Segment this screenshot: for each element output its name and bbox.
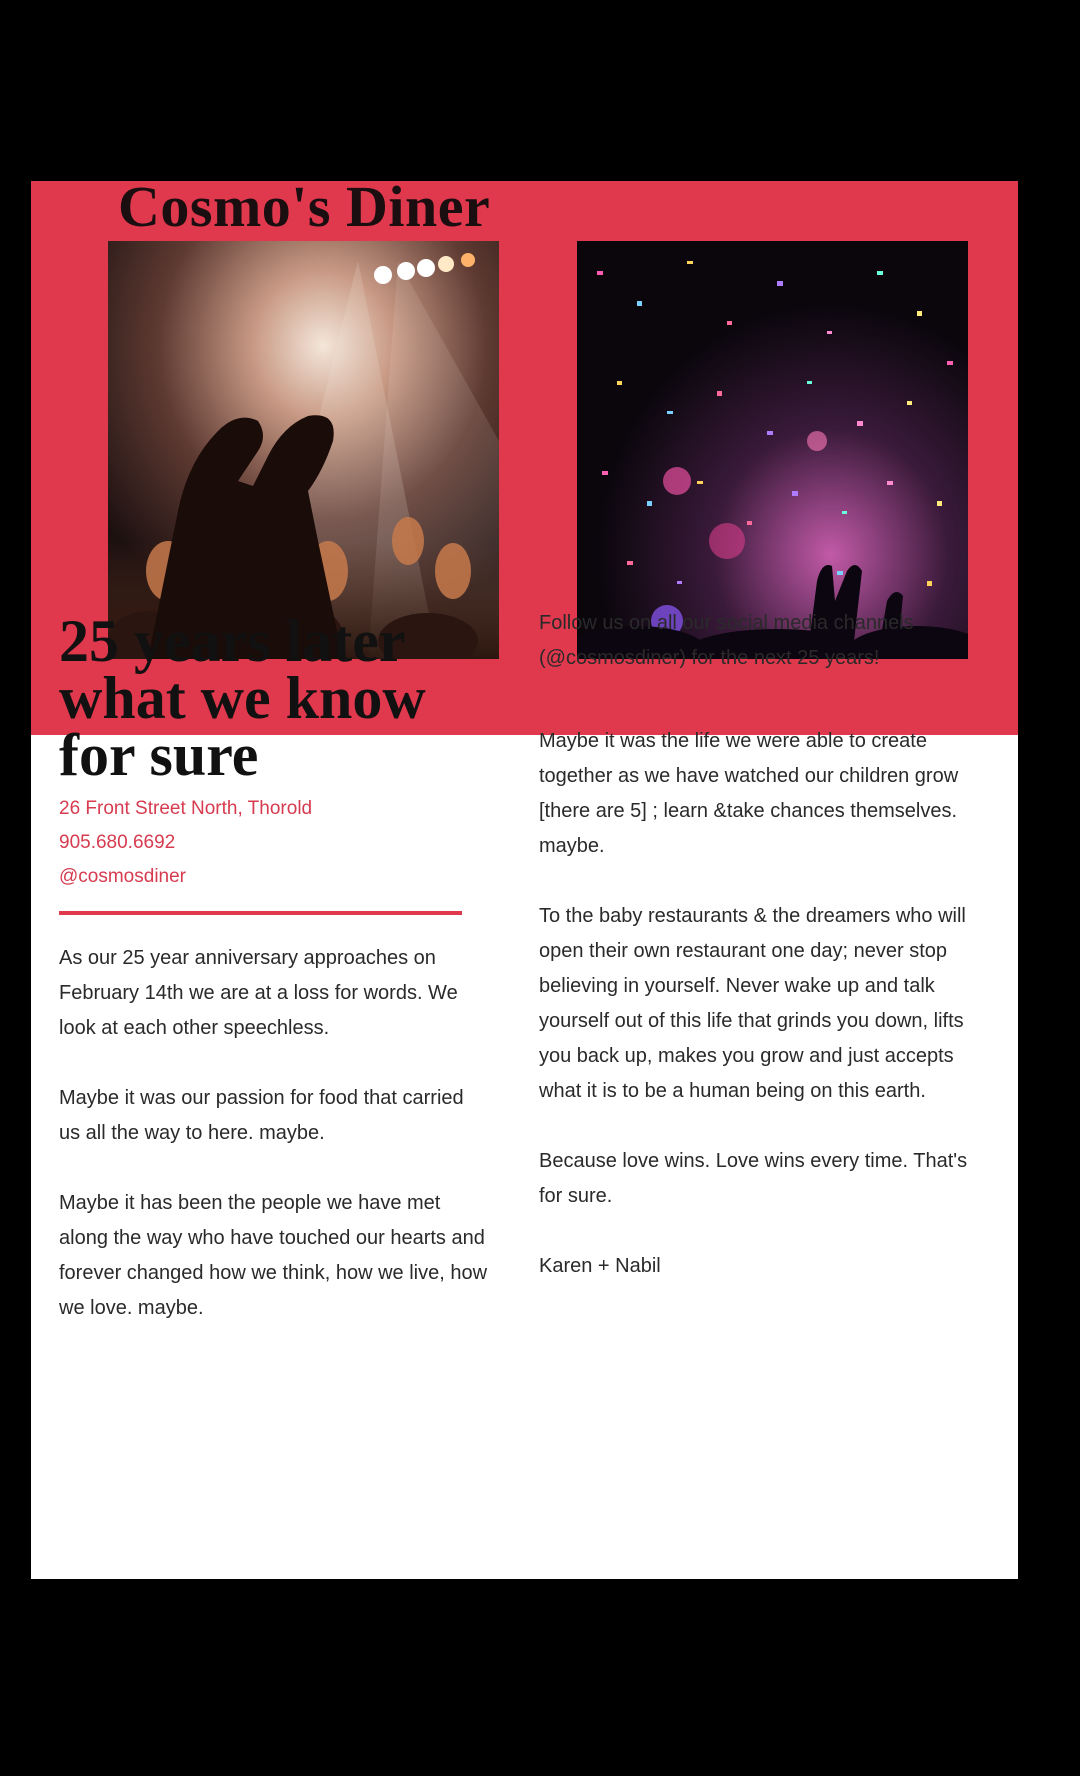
headline-line-3: for sure [59,722,259,788]
concert-heart-hands-photo [108,241,499,659]
right-column [539,606,979,1284]
signature: Karen + Nabil [539,1255,661,1277]
contact-info [59,792,489,894]
headline-line-1: 25 years later [59,608,406,674]
phone: 905.680.6692 [59,832,176,853]
divider [59,911,462,915]
social-note: Follow us on all our social media channels (@cosmosdiner) for the next 25 years! [539,612,914,669]
paragraph: Maybe it was our passion for food that carried us all the way to here. maybe. [59,1087,464,1144]
headline-line-2: what we know [59,665,426,731]
paragraph: As our 25 year anniversary approaches on February 14th we are at a loss for words. We look at each other speechless. [59,947,458,1039]
paragraph: Maybe it has been the people we have met along the way who have touched our hearts and forever changed how we think, how we live, how we love. maybe. [59,1192,488,1319]
paragraph: Because love wins. Love wins every time. That's for sure. [539,1150,968,1207]
paragraph: Maybe it was the life we were able to create together as we have watched our children grow [there are 5] ; learn &take chances themselves. maybe. [539,730,959,857]
paragraph: To the baby restaurants & the dreamers who will open their own restaurant one day; never stop believing in yourself. Never wake up and talk yourself out of this life that grinds you down, lifts you back up, makes you grow and just accepts what it is to be a human being on this earth. [539,905,966,1102]
brand-title: Cosmo's Diner [118,174,491,239]
address: 26 Front Street North, Thorold [59,798,313,819]
social-handle: @cosmosdiner [59,866,186,887]
headline [59,608,489,788]
confetti-party-photo [577,241,968,659]
divider [533,700,936,704]
left-column [59,608,489,1326]
